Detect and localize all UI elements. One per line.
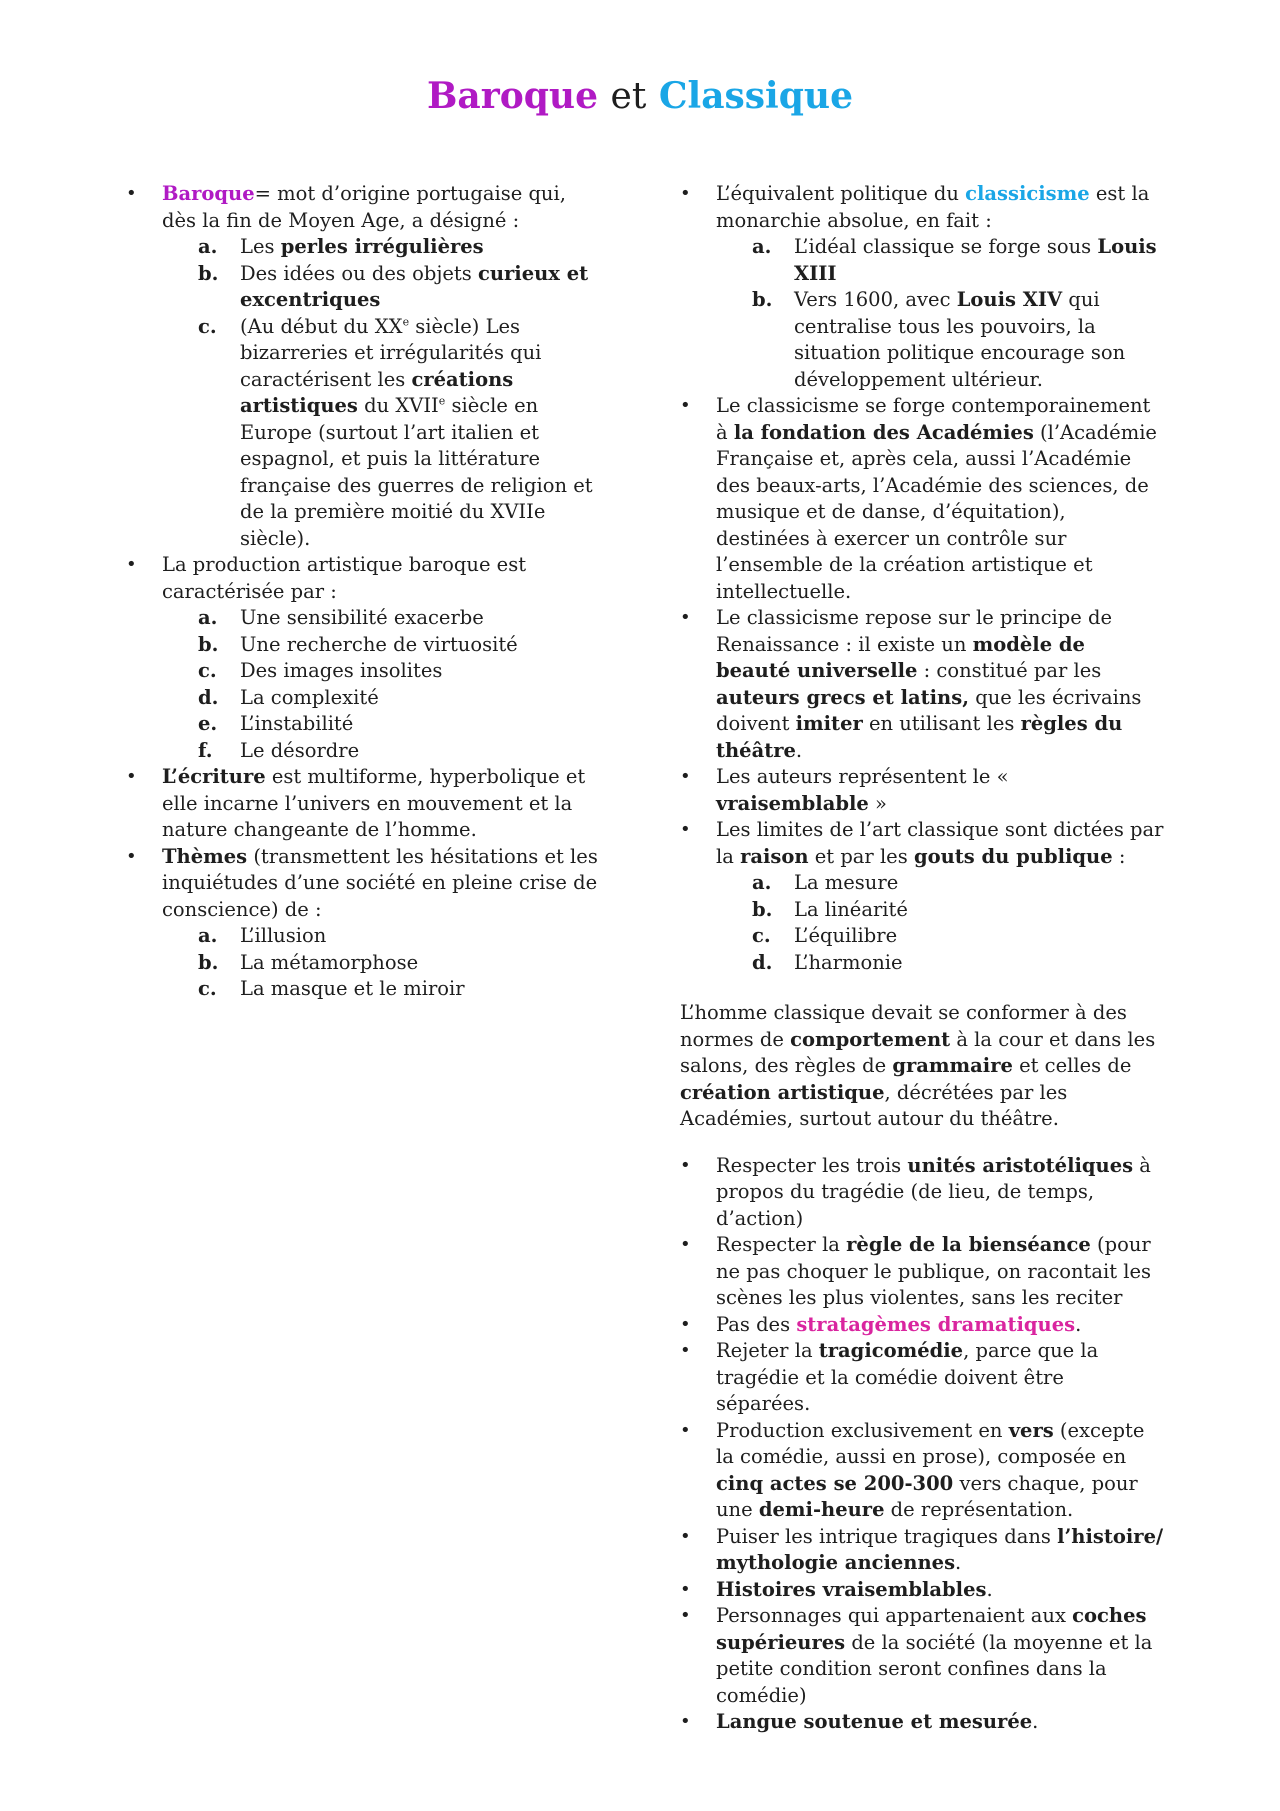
text: et par les (808, 844, 914, 868)
text: Une recherche de virtuosité (240, 632, 518, 656)
text: du XVII (357, 394, 439, 417)
text: (l’Académie Française et, après cela, aussi l’Académie des beaux-arts, l’Académie des sciences, de musique et de danse, d’équitation), destinées à exercer un contrôle sur l’ensemble de la création artistique et intellectuelle. (716, 420, 1157, 603)
text: Le classicisme se forge contemporainement à (716, 394, 1151, 444)
left-column (126, 181, 604, 1003)
bold-text: curieux et excentriques (240, 261, 589, 311)
text: . (955, 1551, 962, 1574)
text: (transmettent les hésitations et les inquiétudes d’une société en pleine crise de conscience) de : (162, 844, 598, 921)
paragraph-homme-classique (680, 1000, 1164, 1133)
bold-text: modèle de beauté universelle (716, 632, 1085, 682)
item-marker: a. (752, 871, 772, 894)
sublist-item (198, 685, 604, 712)
text: Le classicisme repose sur le principe de Renaissance : il existe un (716, 606, 1113, 656)
sublist-item (198, 632, 604, 659)
bold-text: l’histoire/ mythologie anciennes (716, 1524, 1164, 1574)
classique-list (680, 181, 1164, 976)
text: Des images insolites (240, 659, 443, 682)
bold-text: Louis XIV (956, 288, 1063, 311)
item-marker: c. (198, 314, 217, 338)
text: La production artistique baroque est caractérisée par : (162, 553, 527, 603)
item-marker: e. (198, 712, 218, 735)
title-classique: Classique (658, 75, 853, 117)
text: Puiser les intrique tragiques dans (716, 1524, 1058, 1548)
text: de la société (la moyenne et la petite condition seront confines dans la comédie) (716, 1630, 1153, 1707)
list-item-beaute (680, 605, 1164, 764)
sublist-item (198, 605, 604, 632)
bold-text: imiter (795, 712, 863, 735)
text: vers chaque, pour une (716, 1471, 1138, 1521)
list-item-stratagemes (680, 1312, 1164, 1339)
list-item-histoire (680, 1524, 1164, 1577)
keyword-stratagemes: stratagèmes dramatiques (796, 1312, 1076, 1336)
list-item-tragicomedie (680, 1338, 1164, 1418)
list-item-unites (680, 1153, 1164, 1233)
text: Les auteurs représentent le « (716, 765, 1009, 788)
text: : (1112, 844, 1126, 868)
sublist-item (752, 287, 1164, 393)
text: L’harmonie (794, 950, 903, 974)
title-connector: et (610, 76, 647, 117)
bold-text: la fondation des Académies (733, 420, 1034, 444)
item-marker: d. (198, 685, 219, 709)
bold-text: auteurs grecs et latins, (716, 685, 970, 709)
text: L’idéal classique se forge sous (794, 235, 1098, 258)
sublist-item (198, 314, 604, 553)
bold-text: Histoires vraisemblables (716, 1577, 987, 1601)
baroque-list (126, 181, 604, 1003)
list-item-vraisemblables (680, 1577, 1164, 1604)
text: : constitué par les (917, 659, 1102, 682)
text: Des idées ou des objets (240, 261, 478, 285)
text: Les limites de l’art classique sont dictées par la (716, 818, 1164, 868)
text: L’instabilité (240, 712, 354, 735)
item-marker: c. (198, 977, 217, 1000)
bold-text: L’écriture (162, 765, 266, 788)
item-marker: b. (198, 261, 219, 285)
text: L’équivalent politique du (716, 182, 966, 205)
text: Pas des (716, 1312, 797, 1336)
bold-text: tragicomédie (818, 1339, 964, 1362)
text: que les écrivains doivent (716, 685, 1142, 735)
text: Les (240, 235, 281, 258)
sublist-item (198, 976, 604, 1003)
sublist (162, 605, 604, 764)
bold-text: unités aristotéliques (907, 1153, 1134, 1177)
bold-text: Thèmes (162, 844, 248, 868)
bold-text: demi-heure (758, 1498, 885, 1521)
list-item-academies (680, 393, 1164, 605)
sublist-item (198, 658, 604, 685)
list-item-limites (680, 817, 1164, 976)
bold-text: vraisemblable (716, 791, 869, 815)
text: Respecter la (716, 1233, 847, 1256)
text: L’illusion (240, 924, 327, 947)
keyword-classicisme: classicisme (965, 182, 1090, 205)
text: siècle en Europe (surtout l’art italien et espagnol, et puis la littérature française des guerres de religion et de la première moitié du XVIIe siècle). (240, 394, 593, 550)
text: L’équilibre (794, 924, 898, 947)
bold-text: Langue soutenue et mesurée (716, 1710, 1033, 1733)
superscript: e (438, 394, 446, 408)
item-marker: b. (198, 950, 219, 974)
item-marker: f. (198, 738, 213, 762)
text: La métamorphose (240, 950, 419, 974)
text: L’homme classique devait se conformer à des normes de (680, 1001, 1127, 1051)
text: Respecter les trois (716, 1153, 908, 1177)
bold-text: gouts du publique (913, 844, 1113, 868)
text: à la cour et dans les salons, des règles de (680, 1027, 1156, 1077)
sublist-item (752, 950, 1164, 977)
text: . (795, 738, 803, 762)
rules-list (680, 1153, 1164, 1736)
list-item-themes (126, 844, 604, 1003)
sublist-item (198, 261, 604, 314)
sublist-item (198, 923, 604, 950)
bold-text: règle de la bienséance (846, 1233, 1091, 1256)
text: est multiforme, hyperbolique et elle incarne l’univers en mouvement et la nature changeante de l’homme. (162, 765, 586, 841)
item-marker: b. (198, 632, 219, 656)
text: en utilisant les (862, 712, 1021, 735)
text: (pour ne pas choquer le publique, on racontait les scènes les plus violentes, sans les reciter (716, 1233, 1152, 1309)
sublist-item (752, 897, 1164, 924)
item-marker: b. (752, 897, 773, 921)
text: . (1032, 1710, 1039, 1733)
text: La masque et le miroir (240, 977, 465, 1000)
sublist-item (198, 711, 604, 738)
item-marker: a. (198, 924, 218, 947)
text: = mot d’origine portugaise qui, dès la fin de Moyen Age, a désigné : (162, 182, 566, 232)
text: . (986, 1577, 993, 1601)
bold-text: comportement (790, 1027, 951, 1051)
text: Vers 1600, avec (794, 288, 957, 311)
list-item-langue (680, 1709, 1164, 1736)
text: La mesure (794, 871, 899, 894)
bold-text: Louis XIII (794, 235, 1157, 285)
bold-text: création artistique (680, 1080, 885, 1104)
sublist (162, 923, 604, 1003)
list-item-bienseance (680, 1232, 1164, 1312)
superscript: e (402, 315, 410, 328)
list-item-personnages (680, 1603, 1164, 1709)
item-marker: c. (752, 924, 771, 947)
list-item-production (126, 552, 604, 764)
sublist (716, 234, 1164, 393)
text: Le désordre (240, 738, 360, 762)
bold-text: règles du théâtre (716, 712, 1123, 762)
sublist (716, 870, 1164, 976)
text: La linéarité (794, 897, 908, 921)
sublist-item (198, 738, 604, 765)
item-marker: a. (198, 235, 218, 258)
list-item-vraisemblable (680, 764, 1164, 817)
bold-text: cinq actes se 200-300 (716, 1471, 954, 1495)
sublist-item (198, 950, 604, 977)
text: » (868, 791, 887, 815)
text: (excepte la comédie, aussi en prose), composée en (716, 1418, 1145, 1468)
item-marker: c. (198, 659, 217, 682)
text: Une sensibilité exacerbe (240, 606, 484, 629)
text: , décrétées par les Académies, surtout autour du théâtre. (680, 1080, 1068, 1130)
text: est la monarchie absolue, en fait : (716, 182, 1150, 232)
list-item-baroque-definition (126, 181, 604, 552)
bold-text: grammaire (892, 1054, 1013, 1077)
sublist-item (752, 870, 1164, 897)
text: , parce que la tragédie et la comédie doivent être séparées. (716, 1339, 1099, 1415)
text: Personnages qui appartenaient aux (716, 1604, 1073, 1627)
text: Rejeter la (716, 1339, 819, 1362)
sublist (162, 234, 604, 552)
bold-text: raison (740, 844, 809, 868)
list-item-vers (680, 1418, 1164, 1524)
right-column (680, 181, 1164, 1736)
text: (Au début du XX (240, 314, 403, 338)
item-marker: b. (752, 288, 773, 311)
title-baroque: Baroque (427, 75, 598, 117)
text: de représentation. (884, 1498, 1074, 1521)
bold-text: perles irrégulières (280, 235, 484, 258)
text: . (1075, 1312, 1082, 1336)
bold-text: coches supérieures (716, 1604, 1147, 1654)
bold-text: vers (1008, 1418, 1054, 1442)
sublist-item (752, 234, 1164, 287)
text: La complexité (240, 685, 379, 709)
list-item-ecriture (126, 764, 604, 844)
sublist-item (198, 234, 604, 261)
text: à propos du tragédie (de lieu, de temps, d’action) (716, 1153, 1151, 1230)
text: Production exclusivement en (716, 1418, 1009, 1442)
text: qui centralise tous les pouvoirs, la situation politique encourage son développement ultérieur. (794, 288, 1126, 391)
bold-text: créations artistiques (240, 367, 514, 417)
page-title (0, 72, 1280, 121)
sublist-item (752, 923, 1164, 950)
text: et celles de (1012, 1054, 1132, 1077)
list-item-politique (680, 181, 1164, 393)
keyword-baroque: Baroque (162, 182, 255, 205)
item-marker: a. (198, 606, 218, 629)
text: siècle) Les bizarreries et irrégularités qui caractérisent les (240, 314, 542, 391)
item-marker: d. (752, 950, 773, 974)
item-marker: a. (752, 235, 772, 258)
